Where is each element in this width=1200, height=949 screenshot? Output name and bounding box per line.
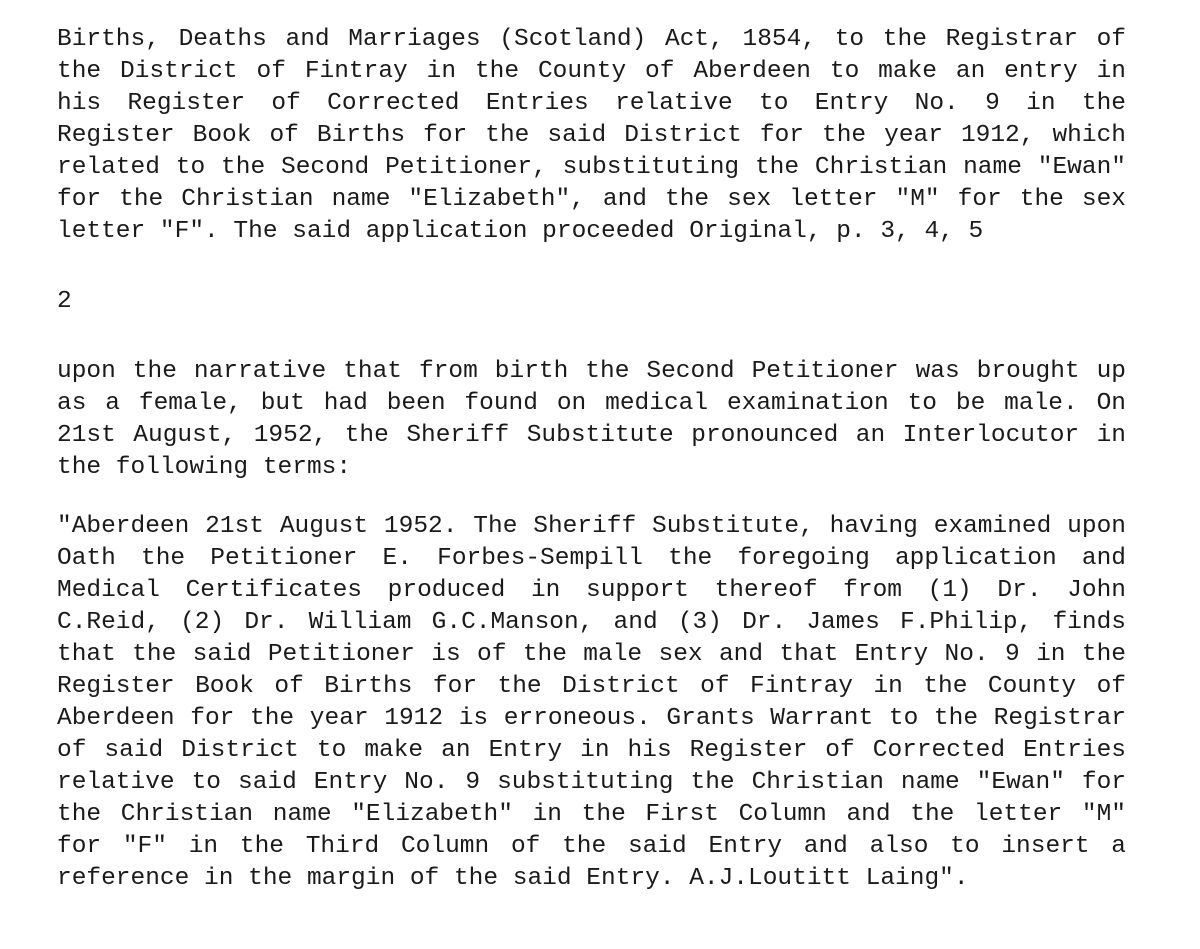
spacer	[57, 248, 1126, 286]
paragraph-interlocutor: "Aberdeen 21st August 1952. The Sheriff Substitute, having examined upon Oath the Petitioner E. Forbes-Sempill the foregoing application and Medical Certificates produced in support thereof from (1) Dr. John C.Reid, (2) Dr. William G.C.Manson, and (3) Dr. James F.Philip, finds that the said Petitioner is of the male sex and that Entry No. 9 in the Register Book of Births for the District of Fintray in the County of Aberdeen for the year 1912 is erroneous. Grants Warrant to the Registrar of said District to make an Entry in his Register of Corrected Entries relative to said Entry No. 9 substituting the Christian name "Ewan" for the Christian name "Elizabeth" in the First Column and the letter "M" for "F" in the Third Column of the said Entry and also to insert a reference in the margin of the said Entry. A.J.Loutitt Laing".	[57, 513, 1126, 892]
page-number: 2	[57, 288, 72, 315]
spacer	[57, 484, 1126, 511]
spacer	[57, 318, 1126, 356]
paragraph-narrative: upon the narrative that from birth the Second Petitioner was brought up as a female, but had been found on medical examination to be male. On 21st August, 1952, the Sheriff Substitute pronounced an Interlocutor in the following terms:	[57, 358, 1126, 481]
document-page	[57, 24, 1126, 895]
paragraph-act-reference: Births, Deaths and Marriages (Scotland) Act, 1854, to the Registrar of the District of Fintray in the County of Aberdeen to make an entry in his Register of Corrected Entries relative to Entry No. 9 in the Register Book of Births for the said District for the year 1912, which related to the Second Petitioner, substituting the Christian name "Ewan" for the Christian name "Elizabeth", and the sex letter "M" for the sex letter "F". The said application proceeded Original, p. 3, 4, 5	[57, 26, 1126, 245]
